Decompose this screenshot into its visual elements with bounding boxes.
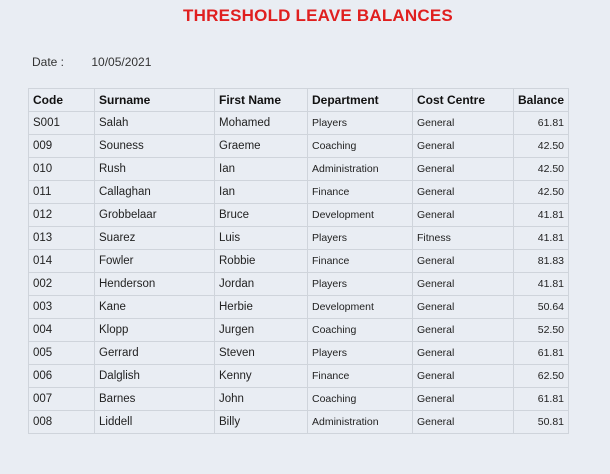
cell-first-name: Jordan: [215, 273, 308, 296]
cell-code: 004: [29, 319, 95, 342]
cell-cost-centre: Fitness: [413, 227, 514, 250]
table-header-row: [29, 89, 569, 112]
table-row: [29, 158, 569, 181]
cell-surname: Gerrard: [95, 342, 215, 365]
cell-surname: Barnes: [95, 388, 215, 411]
cell-surname: Henderson: [95, 273, 215, 296]
cell-first-name: Steven: [215, 342, 308, 365]
table-row: [29, 181, 569, 204]
cell-department: Development: [308, 204, 413, 227]
cell-code: 008: [29, 411, 95, 434]
cell-code: 014: [29, 250, 95, 273]
cell-department: Finance: [308, 181, 413, 204]
cell-surname: Kane: [95, 296, 215, 319]
cell-surname: Fowler: [95, 250, 215, 273]
column-header-first-name: First Name: [215, 89, 308, 112]
cell-surname: Grobbelaar: [95, 204, 215, 227]
cell-code: 012: [29, 204, 95, 227]
cell-surname: Liddell: [95, 411, 215, 434]
cell-cost-centre: General: [413, 342, 514, 365]
cell-first-name: Ian: [215, 181, 308, 204]
table-body: [29, 112, 569, 434]
cell-cost-centre: General: [413, 250, 514, 273]
cell-cost-centre: General: [413, 411, 514, 434]
cell-code: S001: [29, 112, 95, 135]
cell-code: 002: [29, 273, 95, 296]
cell-code: 005: [29, 342, 95, 365]
cell-first-name: Billy: [215, 411, 308, 434]
cell-department: Coaching: [308, 135, 413, 158]
cell-cost-centre: General: [413, 135, 514, 158]
table-row: [29, 342, 569, 365]
cell-cost-centre: General: [413, 181, 514, 204]
cell-code: 006: [29, 365, 95, 388]
cell-cost-centre: General: [413, 296, 514, 319]
cell-cost-centre: General: [413, 158, 514, 181]
cell-cost-centre: General: [413, 204, 514, 227]
cell-first-name: Mohamed: [215, 112, 308, 135]
cell-code: 009: [29, 135, 95, 158]
cell-department: Players: [308, 342, 413, 365]
cell-balance: 61.81: [514, 112, 569, 135]
cell-first-name: Ian: [215, 158, 308, 181]
table-row: [29, 388, 569, 411]
cell-balance: 81.83: [514, 250, 569, 273]
table-row: [29, 135, 569, 158]
cell-department: Administration: [308, 411, 413, 434]
cell-department: Development: [308, 296, 413, 319]
cell-surname: Callaghan: [95, 181, 215, 204]
cell-surname: Salah: [95, 112, 215, 135]
cell-code: 011: [29, 181, 95, 204]
cell-surname: Souness: [95, 135, 215, 158]
cell-surname: Klopp: [95, 319, 215, 342]
table-row: [29, 112, 569, 135]
column-header-department: Department: [308, 89, 413, 112]
cell-department: Administration: [308, 158, 413, 181]
cell-first-name: Kenny: [215, 365, 308, 388]
cell-balance: 50.64: [514, 296, 569, 319]
report-date: [32, 55, 151, 69]
cell-cost-centre: General: [413, 319, 514, 342]
table-row: [29, 273, 569, 296]
date-value: 10/05/2021: [91, 55, 152, 69]
cell-department: Players: [308, 227, 413, 250]
table-row: [29, 296, 569, 319]
cell-balance: 41.81: [514, 204, 569, 227]
cell-department: Finance: [308, 365, 413, 388]
table-row: [29, 411, 569, 434]
cell-cost-centre: General: [413, 273, 514, 296]
cell-first-name: John: [215, 388, 308, 411]
cell-balance: 42.50: [514, 158, 569, 181]
cell-first-name: Jurgen: [215, 319, 308, 342]
cell-balance: 41.81: [514, 273, 569, 296]
cell-cost-centre: General: [413, 365, 514, 388]
cell-department: Coaching: [308, 388, 413, 411]
cell-surname: Dalglish: [95, 365, 215, 388]
cell-balance: 52.50: [514, 319, 569, 342]
cell-balance: 50.81: [514, 411, 569, 434]
cell-first-name: Robbie: [215, 250, 308, 273]
column-header-cost-centre: Cost Centre: [413, 89, 514, 112]
cell-department: Players: [308, 273, 413, 296]
cell-code: 003: [29, 296, 95, 319]
cell-surname: Suarez: [95, 227, 215, 250]
table-row: [29, 204, 569, 227]
date-label: Date :: [32, 55, 65, 69]
cell-balance: 62.50: [514, 365, 569, 388]
column-header-code: Code: [29, 89, 95, 112]
cell-first-name: Bruce: [215, 204, 308, 227]
cell-first-name: Graeme: [215, 135, 308, 158]
cell-first-name: Herbie: [215, 296, 308, 319]
leave-balances-table: [28, 88, 569, 434]
cell-balance: 41.81: [514, 227, 569, 250]
table-row: [29, 227, 569, 250]
table-row: [29, 250, 569, 273]
cell-department: Finance: [308, 250, 413, 273]
cell-cost-centre: General: [413, 112, 514, 135]
cell-code: 007: [29, 388, 95, 411]
cell-first-name: Luis: [215, 227, 308, 250]
cell-balance: 61.81: [514, 342, 569, 365]
cell-surname: Rush: [95, 158, 215, 181]
report-title: THRESHOLD LEAVE BALANCES: [183, 6, 453, 25]
cell-balance: 61.81: [514, 388, 569, 411]
column-header-balance: Balance: [514, 89, 569, 112]
cell-code: 010: [29, 158, 95, 181]
cell-department: Coaching: [308, 319, 413, 342]
cell-department: Players: [308, 112, 413, 135]
table-row: [29, 319, 569, 342]
cell-cost-centre: General: [413, 388, 514, 411]
cell-code: 013: [29, 227, 95, 250]
cell-balance: 42.50: [514, 181, 569, 204]
column-header-surname: Surname: [95, 89, 215, 112]
table-row: [29, 365, 569, 388]
cell-balance: 42.50: [514, 135, 569, 158]
